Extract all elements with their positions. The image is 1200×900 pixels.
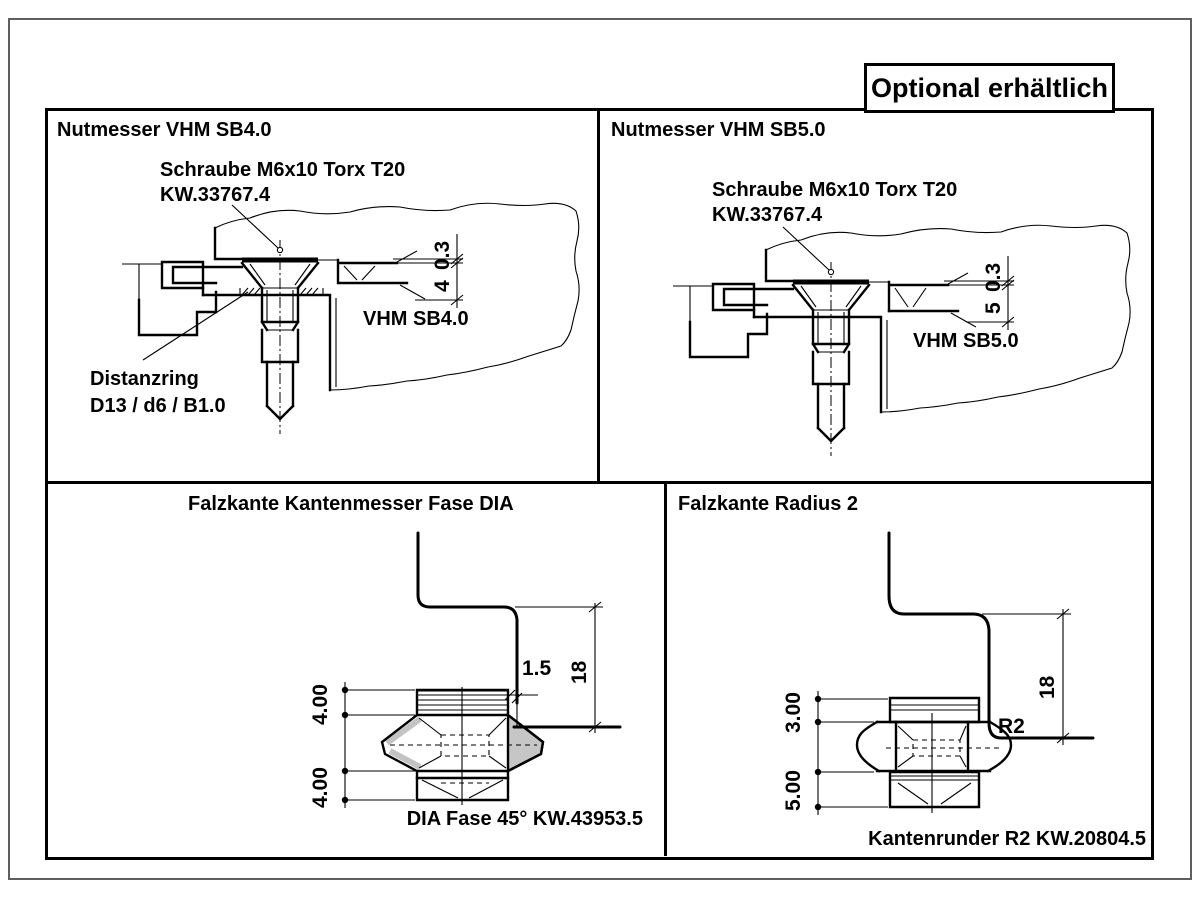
sb40-spacer-label-line2: D13 / d6 / B1.0	[90, 395, 226, 417]
sb40-dim-depth: 4	[431, 280, 454, 292]
panel-falzkante-radius	[666, 483, 1153, 859]
radius-dim-bottom: 5.00	[782, 770, 805, 811]
fase-dim-height: 18	[568, 660, 591, 684]
radius-r2-label: R2	[998, 715, 1025, 738]
sb40-dim-protrusion: 0.3	[431, 240, 454, 270]
radius-dim-height: 18	[1036, 675, 1059, 699]
radius-title: Falzkante Radius 2	[678, 493, 859, 515]
radius-caption: Kantenrunder R2 KW.20804.5	[868, 828, 1146, 850]
fase-cutter-drawing	[382, 687, 543, 805]
fase-caption: DIA Fase 45° KW.43953.5	[406, 808, 643, 830]
sb40-clamp-arm-drawing	[122, 262, 242, 335]
radius-workpiece-profile	[889, 533, 1093, 738]
panel-nutmesser-sb40	[45, 108, 599, 483]
optional-available-box	[864, 63, 1115, 113]
sb50-dim-protrusion: 0.3	[982, 262, 1005, 292]
fase-dim-offset: 1.5	[522, 657, 552, 680]
radius-dim-top: 3.00	[782, 692, 805, 733]
sb40-screw-drawing	[242, 240, 318, 434]
panel-nutmesser-sb50	[599, 108, 1153, 483]
sb40-knife-label: VHM SB4.0	[363, 308, 469, 330]
sb40-screw-label-line2: KW.33767.4	[160, 184, 271, 206]
optional-available-label: Optional erhältlich	[870, 72, 1109, 103]
sb50-leader-lines	[783, 227, 834, 275]
sb50-knife-bottom	[889, 288, 958, 311]
fase-dim-top: 4.00	[309, 684, 332, 725]
sb50-shared-drawing	[673, 225, 1130, 456]
sb50-knife-label: VHM SB5.0	[913, 330, 1019, 352]
sb40-spacer-label-line1: Distanzring	[90, 368, 199, 390]
sb50-screw-label-line1: Schraube M6x10 Torx T20	[712, 179, 958, 201]
sb50-title: Nutmesser VHM SB5.0	[611, 119, 826, 141]
panel-falzkante-fase	[45, 483, 666, 859]
sb50-dim-depth: 5	[982, 302, 1005, 314]
radius-dimension-lines	[815, 609, 1071, 815]
sb40-title: Nutmesser VHM SB4.0	[57, 119, 272, 141]
fase-workpiece-profile	[418, 533, 620, 728]
fase-title: Falzkante Kantenmesser Fase DIA	[188, 493, 514, 515]
sb50-screw-label-line2: KW.33767.4	[712, 204, 823, 226]
sb40-screw-label-line1: Schraube M6x10 Torx T20	[160, 159, 406, 181]
fase-dim-bottom: 4.00	[309, 767, 332, 808]
